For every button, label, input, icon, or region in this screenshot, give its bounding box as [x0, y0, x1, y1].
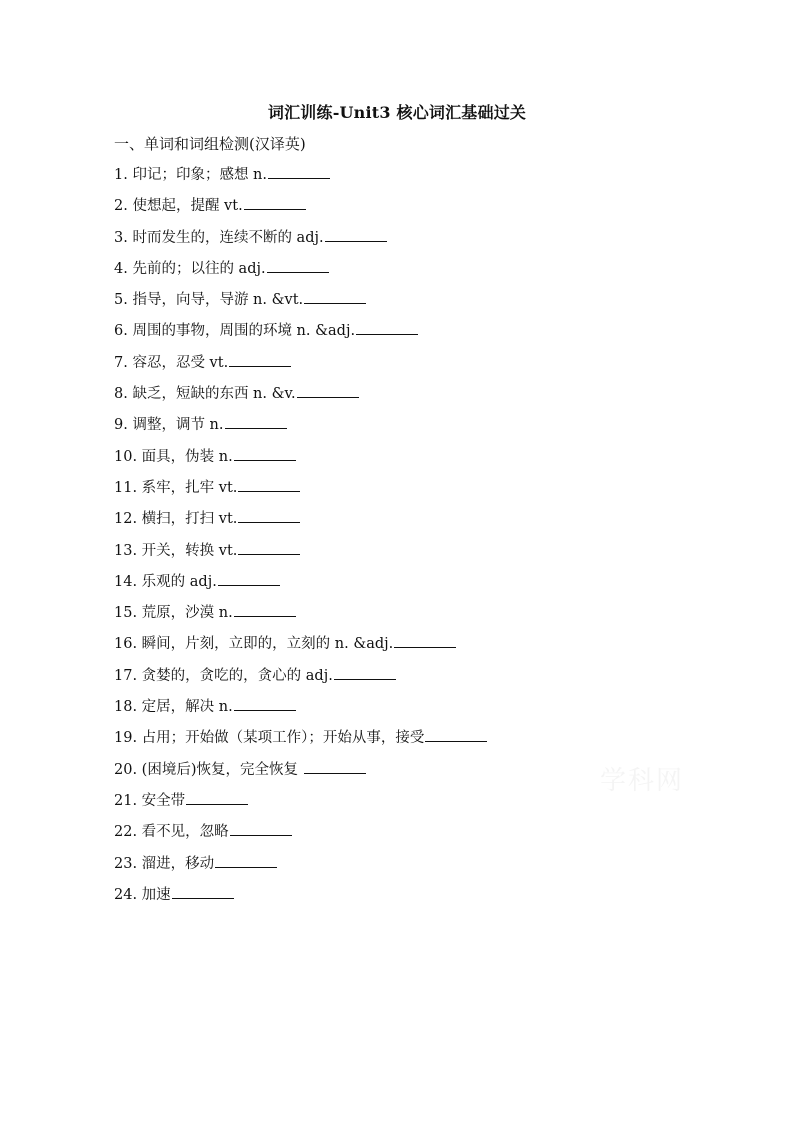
answer-blank[interactable]: [394, 633, 456, 648]
answer-blank[interactable]: [425, 727, 487, 742]
list-item: [114, 508, 487, 539]
list-item: [114, 665, 487, 696]
list-item: [114, 164, 487, 195]
item-label: 17. 贪婪的，贪吃的，贪心的 adj.: [114, 667, 333, 684]
list-item: [114, 727, 487, 758]
answer-blank[interactable]: [267, 258, 329, 273]
list-item: [114, 571, 487, 602]
item-label: 23. 溜进，移动: [114, 855, 215, 872]
answer-blank[interactable]: [238, 477, 300, 492]
answer-blank[interactable]: [304, 759, 366, 774]
answer-blank[interactable]: [334, 665, 396, 680]
answer-blank[interactable]: [304, 289, 366, 304]
answer-blank[interactable]: [225, 414, 287, 429]
answer-blank[interactable]: [230, 821, 292, 836]
item-label: 9. 调整，调节 n.: [114, 417, 224, 434]
list-item: [114, 320, 487, 351]
list-item: [114, 853, 487, 884]
list-item: [114, 446, 487, 477]
list-item: [114, 414, 487, 445]
page-title: 词汇训练-Unit3 核心词汇基础过关: [267, 103, 527, 122]
item-label: 12. 横扫，打扫 vt.: [114, 511, 238, 528]
vocabulary-list: [114, 164, 487, 915]
item-label: 2. 使想起，提醒 vt.: [114, 198, 243, 215]
item-label: 1. 印记；印象；感想 n.: [114, 167, 267, 183]
item-label: 8. 缺乏，短缺的东西 n. &v.: [114, 386, 296, 403]
item-label: 10. 面具，伪装 n.: [114, 448, 233, 465]
answer-blank[interactable]: [325, 227, 387, 242]
item-label: 3. 时而发生的，连续不断的 adj.: [114, 229, 324, 246]
item-label: 14. 乐观的 adj.: [114, 573, 217, 590]
answer-blank[interactable]: [215, 853, 277, 868]
answer-blank[interactable]: [218, 571, 280, 586]
list-item: [114, 383, 487, 414]
list-item: [114, 633, 487, 664]
list-item: [114, 602, 487, 633]
list-item: [114, 227, 487, 258]
answer-blank[interactable]: [234, 696, 296, 711]
item-label: 22. 看不见，忽略: [114, 824, 229, 841]
list-item: [114, 790, 487, 821]
item-label: 6. 周围的事物，周围的环境 n. &adj.: [114, 323, 356, 340]
watermark: 学科网: [600, 766, 685, 796]
list-item: [114, 352, 487, 383]
answer-blank[interactable]: [234, 602, 296, 617]
item-label: 7. 容忍，忍受 vt.: [114, 354, 229, 371]
answer-blank[interactable]: [356, 320, 418, 335]
item-label: 19. 占用；开始做（某项工作）；开始从事，接受: [114, 730, 425, 747]
list-item: [114, 289, 487, 320]
item-label: 11. 系牢，扎牢 vt.: [114, 479, 238, 496]
item-label: 16. 瞬间，片刻，立即的，立刻的 n. &adj.: [114, 636, 394, 653]
answer-blank[interactable]: [297, 383, 359, 398]
section-heading: 一、单词和词组检测(汉译英): [114, 135, 306, 153]
item-label: 5. 指导，向导，导游 n. &vt.: [114, 292, 304, 309]
item-label: 4. 先前的；以往的 adj.: [114, 260, 266, 277]
list-item: [114, 477, 487, 508]
list-item: [114, 884, 487, 915]
list-item: [114, 258, 487, 289]
list-item: [114, 821, 487, 852]
item-label: 13. 开关，转换 vt.: [114, 542, 238, 559]
list-item: [114, 759, 487, 790]
item-label: 24. 加速: [114, 886, 171, 903]
item-label: 21. 安全带: [114, 792, 186, 809]
answer-blank[interactable]: [244, 195, 306, 210]
answer-blank[interactable]: [229, 352, 291, 367]
item-label: 18. 定居，解决 n.: [114, 699, 233, 716]
answer-blank[interactable]: [238, 540, 300, 555]
answer-blank[interactable]: [172, 884, 234, 899]
answer-blank[interactable]: [268, 164, 330, 179]
list-item: [114, 696, 487, 727]
list-item: [114, 195, 487, 226]
answer-blank[interactable]: [238, 508, 300, 523]
item-label: 15. 荒原，沙漠 n.: [114, 605, 233, 622]
answer-blank[interactable]: [186, 790, 248, 805]
item-label: 20. (困境后)恢复，完全恢复: [114, 761, 303, 778]
list-item: [114, 540, 487, 571]
answer-blank[interactable]: [234, 446, 296, 461]
